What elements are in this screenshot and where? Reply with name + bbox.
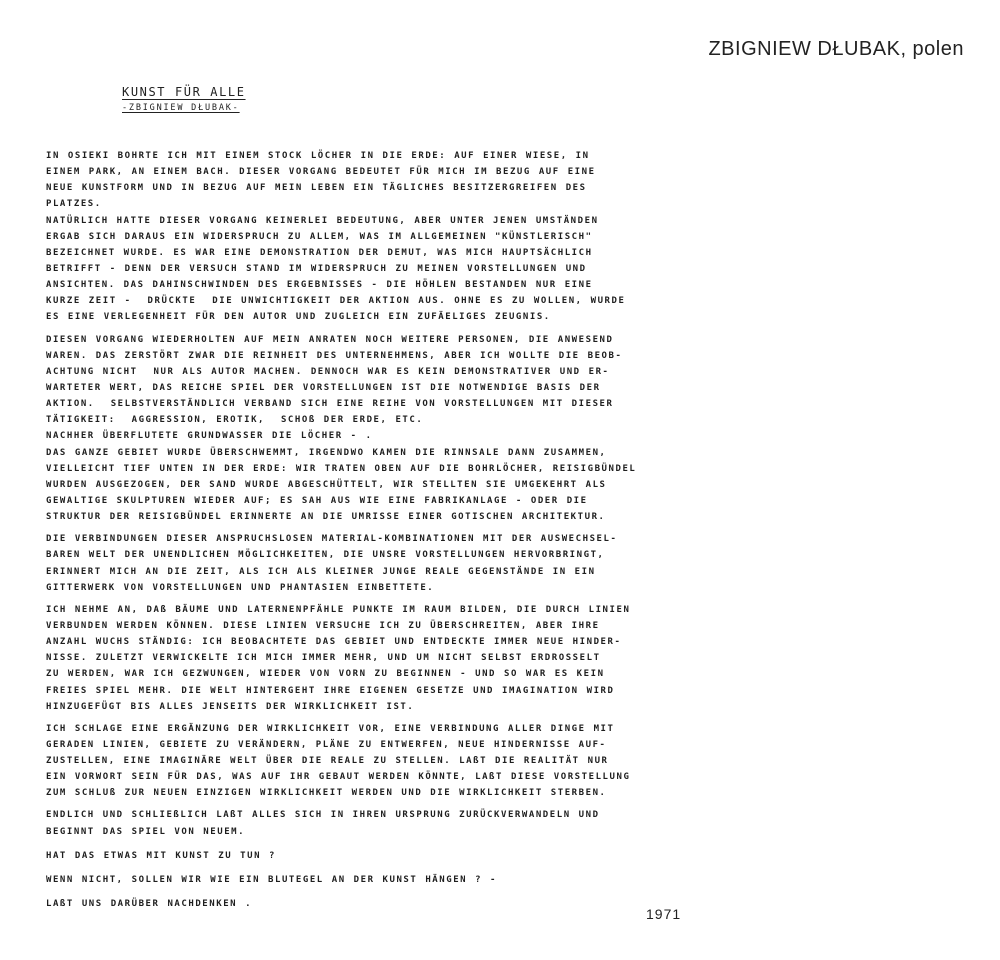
text-line: PLATZES.	[46, 199, 102, 210]
text-line: BEGINNT DAS SPIEL VON NEUEM.	[46, 826, 246, 837]
text-line: ERINNERT MICH AN DIE ZEIT, ALS ICH ALS KLEINER JUNGE REALE GEGENSTÄNDE IN EIN	[46, 566, 596, 577]
text-line: DIE VERBINDUNGEN DIESER ANSPRUCHSLOSEN MATERIAL-KOMBINATIONEN MIT DER AUSWECHSEL-	[46, 534, 618, 545]
text-line: GEWALTIGE SKULPTUREN WIEDER AUF; ES SAH AUS WIE EINE FABRIKANLAGE - ODER DIE	[46, 495, 588, 506]
text-line: ICH NEHME AN, DAß BÄUME UND LATERNENPFÄHLE PUNKTE IM RAUM BILDEN, DIE DURCH LINIEN	[46, 604, 631, 615]
text-line: GERADEN LINIEN, GEBIETE ZU VERÄNDERN, PLÄNE ZU ENTWERFEN, NEUE HINDERNISSE AUF-	[46, 739, 607, 750]
text-line: ZU WERDEN, WAR ICH GEZWUNGEN, WIEDER VON VORN ZU BEGINNEN - UND SO WAR ES KEIN	[46, 669, 605, 680]
text-line: IN OSIEKI BOHRTE ICH MIT EINEM STOCK LÖCHER IN DIE ERDE: AUF EINER WIESE, IN	[46, 151, 590, 161]
paragraph	[46, 332, 766, 526]
text-line: ENDLICH UND SCHLIEßLICH LAßT ALLES SICH IN IHREN URSPRUNG ZURÜCKVERWANDELN UND	[46, 810, 600, 821]
paragraph	[46, 148, 766, 326]
text-line: DIESEN VORGANG WIEDERHOLTEN AUF MEIN ANRATEN NOCH WEITERE PERSONEN, DIE ANWESEND	[46, 334, 614, 345]
text-line: NEUE KUNSTFORM UND IN BEZUG AUF MEIN LEBEN EIN TÄGLICHES BESITZERGREIFEN DES	[46, 183, 587, 194]
text-line: ERGAB SICH DARAUS EIN WIDERSPRUCH ZU ALLEM, WAS IM ALLGEMEINEN "KÜNSTLERISCH"	[46, 231, 593, 242]
body-text	[46, 148, 766, 912]
text-line: WAREN. DAS ZERSTÖRT ZWAR DIE REINHEIT DES UNTERNEHMENS, ABER ICH WOLLTE DIE BEOB-	[46, 350, 623, 361]
text-line: LAßT UNS DARÜBER NACHDENKEN .	[46, 899, 253, 910]
paragraph	[46, 872, 766, 888]
author-header: ZBIGNIEW DŁUBAK, polen	[708, 38, 964, 60]
text-line: EINEM PARK, AN EINEM BACH. DIESER VORGANG BEDEUTET FÜR MICH IM BEZUG AUF EINE	[46, 167, 596, 178]
title-block	[122, 84, 246, 114]
text-line: VERBUNDEN WERDEN KÖNNEN. DIESE LINIEN VERSUCHE ICH ZU ÜBERSCHREITEN, ABER IHRE	[46, 620, 600, 631]
text-line: TÄTIGKEIT: AGGRESSION, EROTIK, SCHOß DER ERDE, ETC.	[46, 415, 424, 426]
paragraph-gap	[46, 840, 766, 848]
document-byline: -ZBIGNIEW DŁUBAK-	[122, 103, 240, 113]
text-line: DAS GANZE GEBIET WURDE ÜBERSCHWEMMT, IRGENDWO KAMEN DIE RINNSALE DANN ZUSAMMEN,	[46, 447, 607, 458]
year-label: 1971	[646, 906, 682, 922]
paragraph-gap	[46, 888, 766, 896]
paragraph	[46, 721, 766, 802]
text-line: STRUKTUR DER REISIGBÜNDEL ERINNERTE AN DIE UMRISSE EINER GOTISCHEN ARCHITEKTUR.	[46, 512, 606, 523]
text-line: WARTETER WERT, DAS REICHE SPIEL DER VORSTELLUNGEN IST DIE NOTWENDIGE BASIS DER	[46, 382, 601, 393]
text-line: ICH SCHLAGE EINE ERGÄNZUNG DER WIRKLICHKEIT VOR, EINE VERBINDUNG ALLER DINGE MIT	[46, 723, 615, 734]
text-line: HINZUGEFÜGT BIS ALLES JENSEITS DER WIRKLICHKEIT IST.	[46, 701, 415, 712]
text-line: ANZAHL WUCHS STÄNDIG: ICH BEOBACHTETE DAS GEBIET UND ENTDECKTE IMMER NEUE HINDER-	[46, 637, 622, 648]
text-line: GITTERWERK VON VORSTELLUNGEN UND PHANTASIEN EINBETTETE.	[46, 582, 435, 593]
text-line: VIELLEICHT TIEF UNTEN IN DER ERDE: WIR TRATEN OBEN AUF DIE BOHRLÖCHER, REISIGBÜNDEL	[46, 463, 637, 474]
text-line: AKTION. SELBSTVERSTÄNDLICH VERBAND SICH EINE REIHE VON VORSTELLUNGEN MIT DIESER	[46, 399, 614, 410]
text-line: NACHHER ÜBERFLUTETE GRUNDWASSER DIE LÖCHER - .	[46, 431, 373, 442]
text-line: KURZE ZEIT - DRÜCKTE DIE UNWICHTIGKEIT DER AKTION AUS. OHNE ES ZU WOLLEN, WURDE	[46, 296, 626, 307]
text-line: ACHTUNG NICHT NUR ALS AUTOR MACHEN. DENNOCH WAR ES KEIN DEMONSTRATIVER UND ER-	[46, 366, 610, 377]
text-line: ANSICHTEN. DAS DAHINSCHWINDEN DES ERGEBNISSES - DIE HÖHLEN BESTANDEN NUR EINE	[46, 280, 593, 291]
document-title: KUNST FÜR ALLE	[122, 85, 246, 99]
text-line: ES EINE VERLEGENHEIT FÜR DEN AUTOR UND ZUGLEICH EIN ZUFÄELIGES ZEUGNIS.	[46, 312, 551, 323]
text-line: FREIES SPIEL MEHR. DIE WELT HINTERGEHT IHRE EIGENEN GESETZE UND IMAGINATION WIRD	[46, 685, 615, 696]
text-line: WENN NICHT, SOLLEN WIR WIE EIN BLUTEGEL AN DER KUNST HÄNGEN ? -	[46, 874, 498, 885]
paragraph	[46, 848, 766, 864]
text-line: BAREN WELT DER UNENDLICHEN MÖGLICHKEITEN, DIE UNSRE VORSTELLUNGEN HERVORBRINGT,	[46, 550, 605, 561]
text-line: BETRIFFT - DENN DER VERSUCH STAND IM WIDERSPRUCH ZU MEINEN VORSTELLUNGEN UND	[46, 263, 587, 274]
text-line: NATÜRLICH HATTE DIESER VORGANG KEINERLEI BEDEUTUNG, ABER UNTER JENEN UMSTÄNDEN	[46, 215, 599, 226]
text-line: EIN VORWORT SEIN FÜR DAS, WAS AUF IHR GEBAUT WERDEN KÖNNTE, LAßT DIESE VORSTELLUNG	[46, 772, 631, 783]
text-line: ZUM SCHLUß ZUR NEUEN EINZIGEN WIRKLICHKEIT WERDEN UND DIE WIRKLICHKEIT STERBEN.	[46, 788, 607, 799]
paragraph	[46, 602, 766, 715]
paragraph	[46, 531, 766, 596]
paragraph	[46, 807, 766, 839]
text-line: NISSE. ZULETZT VERWICKELTE ICH MICH IMMER MEHR, UND UM NICHT SELBST ERDROSSELT	[46, 653, 601, 664]
text-line: ZUSTELLEN, EINE IMAGINÄRE WELT ÜBER DIE REALE ZU STELLEN. LAßT DIE REALITÄT NUR	[46, 756, 609, 767]
text-line: BEZEICHNET WURDE. ES WAR EINE DEMONSTRATION DER DEMUT, WAS MICH HAUPTSÄCHLICH	[46, 247, 593, 258]
paragraph-gap	[46, 864, 766, 872]
text-line: WURDEN AUSGEZOGEN, DER SAND WURDE ABGESCHÜTTELT, WIR STELLTEN SIE UMGEKEHRT ALS	[46, 479, 607, 490]
text-line: HAT DAS ETWAS MIT KUNST ZU TUN ?	[46, 850, 276, 861]
